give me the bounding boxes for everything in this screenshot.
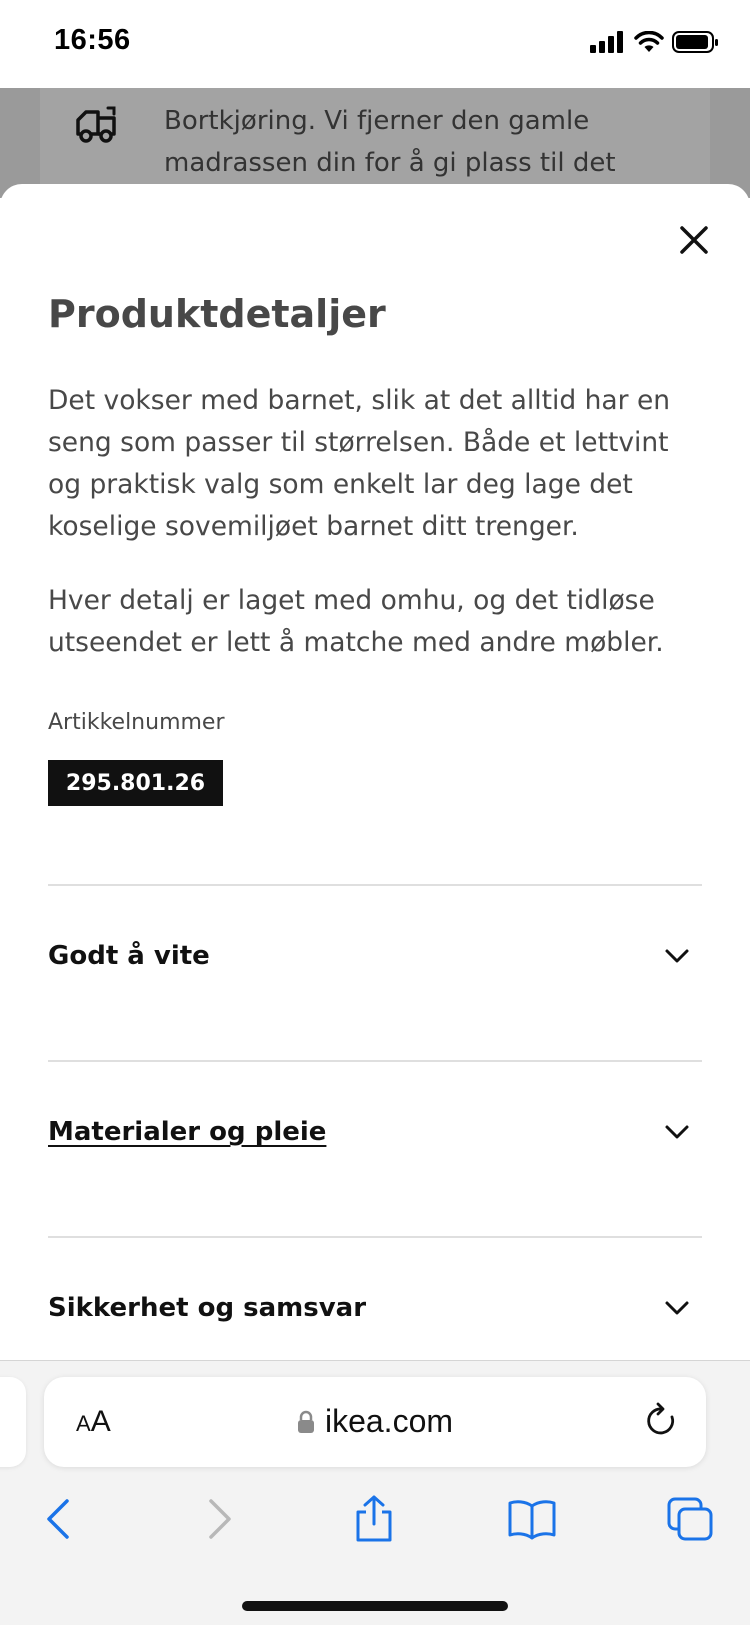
chevron-down-icon	[664, 1124, 690, 1140]
url-display[interactable]	[44, 1403, 706, 1440]
close-icon[interactable]	[672, 218, 716, 262]
book-icon	[507, 1498, 557, 1540]
wifi-icon	[634, 31, 664, 53]
chevron-left-icon	[45, 1498, 71, 1540]
share-icon	[353, 1494, 395, 1544]
forward-button[interactable]	[190, 1489, 250, 1549]
reload-icon[interactable]	[644, 1401, 680, 1441]
accordion-label: Sikkerhet og samsvar	[48, 1293, 367, 1323]
description-paragraph-2: Hver detalj er laget med omhu, og det tidløse utseendet er lett å matche med andre møbler.	[48, 585, 664, 658]
product-details-sheet	[0, 184, 750, 1360]
accordion-materials-care[interactable]	[48, 1097, 702, 1167]
divider	[48, 1060, 702, 1062]
removal-text: Bortkjøring. Vi fjerner den gamle madrassen din for å gi plass til det	[164, 106, 616, 178]
text-size-big: A	[90, 1405, 111, 1438]
battery-icon	[672, 30, 720, 54]
description-paragraph-1: Det vokser med barnet, slik at det alltid har en seng som passer til størrelsen. Både et lettvint og praktisk valg som enkelt lar deg lage det koselige sovemiljøet barnet ditt trenger.	[48, 385, 671, 542]
chevron-down-icon	[664, 948, 690, 964]
browser-bottom-bar	[0, 1360, 750, 1625]
browser-toolbar	[0, 1489, 750, 1549]
bookmarks-button[interactable]	[502, 1489, 562, 1549]
divider	[48, 1236, 702, 1238]
status-icons	[590, 30, 720, 54]
accordion-label: Materialer og pleie	[48, 1117, 327, 1147]
chevron-right-icon	[207, 1498, 233, 1540]
share-button[interactable]	[344, 1489, 404, 1549]
url-text: ikea.com	[324, 1403, 454, 1439]
accordion-safety-compliance[interactable]	[48, 1273, 702, 1343]
home-indicator	[242, 1601, 508, 1611]
divider	[48, 884, 702, 886]
previous-tab-peek[interactable]	[0, 1377, 26, 1467]
accordion-good-to-know[interactable]	[48, 921, 702, 991]
text-size-small: A	[76, 1411, 91, 1436]
back-button[interactable]	[28, 1489, 88, 1549]
sheet-title: Produktdetaljer	[48, 292, 386, 336]
article-number-label: Artikkelnummer	[48, 710, 225, 735]
tabs-button[interactable]	[660, 1489, 720, 1549]
tabs-icon	[666, 1496, 714, 1542]
status-bar	[0, 0, 750, 88]
status-time: 16:56	[54, 24, 131, 56]
lock-icon	[297, 1410, 315, 1434]
background-page-overlay	[0, 88, 750, 198]
address-bar[interactable]	[44, 1377, 706, 1467]
article-number-badge: 295.801.26	[48, 760, 223, 806]
cellular-signal-icon	[590, 31, 626, 53]
chevron-down-icon	[664, 1300, 690, 1316]
truck-return-icon	[74, 104, 120, 144]
accordion-label: Godt å vite	[48, 941, 210, 971]
